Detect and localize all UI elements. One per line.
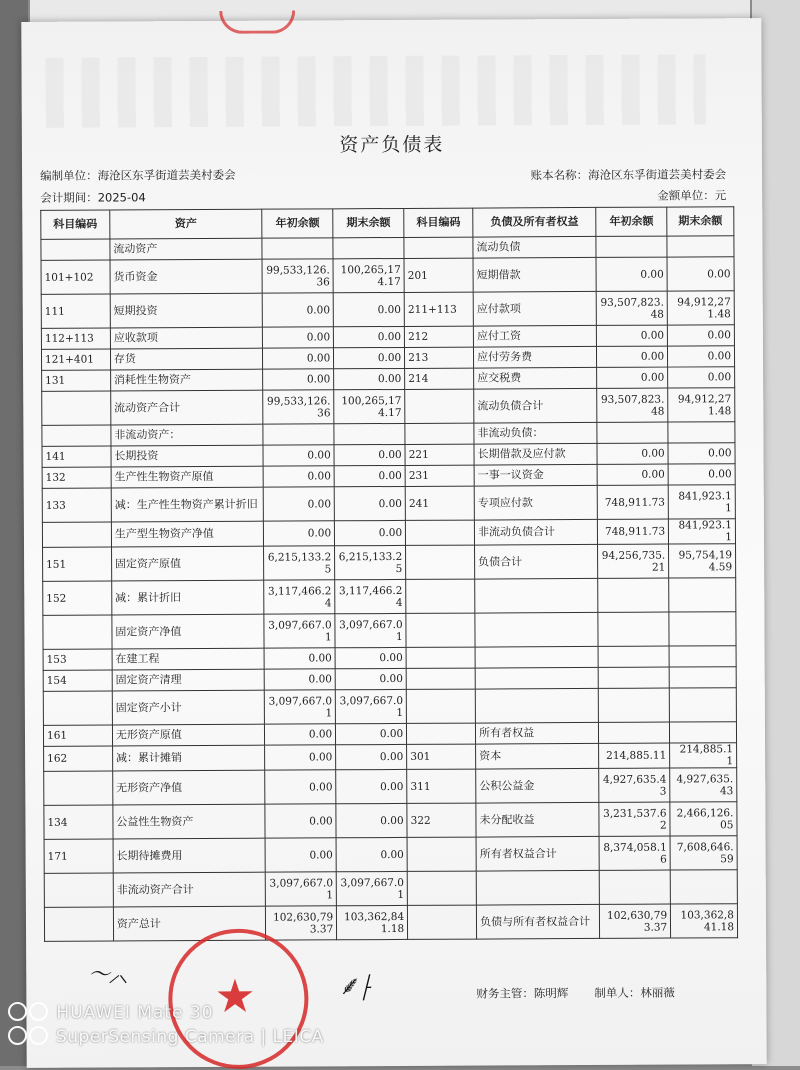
table-cell: 100,265,174.17 bbox=[334, 389, 405, 423]
table-row bbox=[44, 768, 737, 806]
table-cell: 0.00 bbox=[335, 647, 406, 668]
table-cell: 生产型生物资产净值 bbox=[111, 521, 264, 547]
table-cell: 0.00 bbox=[264, 669, 335, 690]
table-cell: 0.00 bbox=[336, 744, 407, 769]
table-cell: 231 bbox=[405, 465, 474, 486]
table-cell: 134 bbox=[44, 805, 113, 839]
table-cell: 0.00 bbox=[263, 369, 334, 390]
table-cell: 资产总计 bbox=[113, 906, 266, 941]
table-cell: 94,256,735.21 bbox=[598, 544, 669, 578]
table-cell: 99,533,126.36 bbox=[263, 390, 334, 424]
table-cell bbox=[406, 613, 475, 647]
paper-crease bbox=[45, 54, 705, 127]
column-header: 资产 bbox=[110, 209, 263, 239]
column-header: 年初余额 bbox=[596, 207, 667, 236]
table-cell: 非流动资产： bbox=[111, 424, 263, 446]
table-cell: 0.00 bbox=[264, 648, 335, 669]
table-cell: 0.00 bbox=[336, 837, 407, 871]
table-cell: 6,215,133.25 bbox=[335, 545, 406, 579]
table-cell bbox=[599, 722, 670, 743]
table-row bbox=[42, 519, 735, 548]
table-cell bbox=[475, 667, 598, 689]
account-book-name: 账本名称：海沧区东孚街道芸美村委会 bbox=[530, 167, 727, 183]
table-cell: 固定资产原值 bbox=[111, 546, 264, 581]
table-cell: 0.00 bbox=[334, 368, 405, 389]
table-cell bbox=[598, 612, 669, 646]
table-cell: 3,097,667.01 bbox=[336, 871, 407, 905]
table-cell: 4,927,635.43 bbox=[599, 768, 670, 802]
table-cell: 101+102 bbox=[41, 260, 110, 294]
table-cell bbox=[404, 237, 473, 258]
table-cell: 0.00 bbox=[596, 257, 667, 291]
column-header: 年初余额 bbox=[262, 209, 333, 238]
table-cell: 0.00 bbox=[667, 257, 734, 291]
table-cell: 103,362,841.18 bbox=[337, 905, 408, 939]
camera-watermark-brand bbox=[8, 1026, 324, 1047]
table-row bbox=[43, 544, 736, 582]
table-cell bbox=[667, 236, 734, 257]
table-cell: 流动负债 bbox=[473, 236, 596, 258]
finance-supervisor: 财务主管：陈明辉 bbox=[476, 986, 569, 1001]
table-cell bbox=[475, 612, 598, 647]
table-cell: 102,630,793.37 bbox=[600, 904, 671, 938]
table-cell: 非流动负债合计 bbox=[474, 519, 597, 545]
table-cell: 121+401 bbox=[41, 349, 110, 370]
table-cell bbox=[597, 422, 668, 443]
table-cell bbox=[406, 545, 475, 579]
table-cell: 93,507,823.48 bbox=[596, 291, 667, 325]
table-cell: 0.00 bbox=[265, 804, 336, 838]
table-row bbox=[44, 802, 737, 840]
table-cell: 固定资产清理 bbox=[112, 669, 264, 691]
table-cell: 非流动负债： bbox=[474, 422, 597, 444]
camera-lens-icon bbox=[8, 1026, 27, 1045]
table-cell: 资本 bbox=[476, 743, 599, 769]
table-cell: 3,117,466.24 bbox=[264, 580, 335, 614]
table-cell bbox=[407, 723, 476, 744]
table-cell bbox=[43, 691, 112, 725]
table-cell: 0.00 bbox=[668, 443, 735, 464]
table-cell bbox=[407, 871, 476, 905]
table-cell bbox=[262, 238, 333, 259]
table-cell: 0.00 bbox=[263, 327, 334, 348]
table-header-row bbox=[41, 207, 734, 240]
table-cell bbox=[406, 668, 475, 689]
table-cell: 7,608,646.59 bbox=[670, 836, 737, 870]
table-cell: 0.00 bbox=[265, 745, 336, 770]
table-cell: 0.00 bbox=[668, 464, 735, 485]
balance-sheet-paper bbox=[21, 18, 766, 1068]
table-cell: 0.00 bbox=[336, 803, 407, 837]
table-cell: 短期投资 bbox=[110, 293, 263, 328]
table-cell: 99,533,126.36 bbox=[262, 259, 333, 293]
table-cell: 无形资产净值 bbox=[113, 770, 266, 805]
table-cell: 3,097,667.01 bbox=[335, 613, 406, 647]
table-cell: 公积公益金 bbox=[476, 768, 599, 803]
table-cell: 3,097,667.01 bbox=[265, 690, 336, 724]
table-row bbox=[43, 688, 736, 726]
table-cell bbox=[44, 873, 113, 907]
table-cell: 141 bbox=[42, 446, 111, 467]
compiling-unit: 编制单位：海沧区东孚街道芸美村委会 bbox=[40, 167, 236, 183]
table-cell: 长期借款及应付款 bbox=[474, 443, 597, 465]
table-cell bbox=[406, 689, 475, 723]
table-cell bbox=[598, 646, 669, 667]
table-cell bbox=[405, 423, 474, 444]
table-cell: 短期借款 bbox=[473, 257, 596, 292]
table-cell: 161 bbox=[43, 725, 112, 746]
table-cell bbox=[475, 688, 598, 723]
table-cell: 所有者权益合计 bbox=[476, 836, 599, 871]
table-row bbox=[42, 388, 735, 426]
table-cell: 151 bbox=[43, 547, 112, 581]
table-cell bbox=[334, 423, 405, 444]
table-cell: 211+113 bbox=[404, 292, 473, 326]
table-cell: 减：累计折旧 bbox=[112, 580, 265, 615]
table-cell: 171 bbox=[44, 839, 113, 873]
signature-right: ⸙⸠ bbox=[338, 971, 377, 1002]
table-cell: 112+113 bbox=[41, 328, 110, 349]
table-cell: 3,097,667.01 bbox=[335, 689, 406, 723]
table-cell: 102,630,793.37 bbox=[266, 906, 337, 940]
table-cell: 8,374,058.16 bbox=[599, 836, 670, 870]
table-row bbox=[41, 291, 734, 329]
table-cell: 应收款项 bbox=[110, 327, 262, 349]
column-header: 科目编码 bbox=[41, 210, 110, 239]
table-cell: 一事一议资金 bbox=[474, 464, 597, 486]
table-cell: 减：生产性生物资产累计折旧 bbox=[111, 487, 264, 522]
table-cell: 162 bbox=[44, 746, 113, 771]
table-cell: 应交税费 bbox=[474, 367, 597, 389]
table-cell bbox=[475, 578, 598, 613]
table-cell: 2,466,126.05 bbox=[670, 802, 737, 836]
table-cell bbox=[670, 722, 737, 743]
table-row bbox=[41, 257, 734, 295]
seal-star-icon: ★ bbox=[214, 968, 256, 1023]
table-cell: 0.00 bbox=[336, 723, 407, 744]
table-cell bbox=[668, 422, 735, 443]
table-cell bbox=[44, 771, 113, 805]
table-cell bbox=[475, 646, 598, 668]
table-cell: 3,097,667.01 bbox=[264, 614, 335, 648]
table-cell: 0.00 bbox=[263, 487, 334, 521]
table-cell: 0.00 bbox=[668, 325, 735, 346]
table-cell bbox=[669, 688, 736, 722]
table-cell: 0.00 bbox=[265, 838, 336, 872]
table-cell: 6,215,133.25 bbox=[264, 546, 335, 580]
accounting-period: 会计期间：2025-04 bbox=[40, 190, 146, 205]
table-cell: 负债合计 bbox=[475, 544, 598, 579]
table-cell: 0.00 bbox=[264, 521, 335, 546]
table-cell: 流动资产合计 bbox=[111, 390, 264, 425]
table-cell: 0.00 bbox=[334, 326, 405, 347]
camera-watermark-model bbox=[8, 1002, 214, 1023]
table-cell: 221 bbox=[405, 444, 474, 465]
camera-model-text: HUAWEI Mate 30 bbox=[56, 1003, 214, 1023]
table-cell: 所有者权益 bbox=[476, 722, 599, 744]
table-cell: 消耗性生物资产 bbox=[110, 369, 262, 391]
official-seal bbox=[168, 928, 309, 1069]
camera-lens-icon bbox=[8, 1002, 27, 1021]
table-cell: 专项应付款 bbox=[474, 485, 597, 520]
table-cell: 未分配收益 bbox=[476, 802, 599, 837]
table-cell bbox=[42, 522, 111, 547]
top-seal-fragment bbox=[219, 11, 295, 34]
table-cell: 748,911.73 bbox=[598, 519, 669, 544]
table-cell bbox=[598, 578, 669, 612]
table-row bbox=[44, 743, 737, 772]
table-cell: 无形资产原值 bbox=[112, 724, 264, 746]
table-cell bbox=[669, 646, 736, 667]
table-cell: 3,231,537.62 bbox=[599, 802, 670, 836]
table-cell: 100,265,174.17 bbox=[333, 258, 404, 292]
table-cell: 201 bbox=[404, 258, 473, 292]
table-cell: 301 bbox=[407, 744, 476, 769]
table-cell bbox=[42, 391, 111, 425]
table-cell: 流动资产 bbox=[110, 238, 262, 260]
table-cell bbox=[407, 837, 476, 871]
table-cell: 841,923.11 bbox=[668, 485, 735, 519]
table-cell: 应付工资 bbox=[473, 325, 596, 347]
table-cell: 公益性生物资产 bbox=[113, 804, 266, 839]
table-cell bbox=[598, 667, 669, 688]
table-cell: 非流动资产合计 bbox=[113, 872, 266, 907]
table-cell bbox=[406, 579, 475, 613]
table-cell bbox=[406, 647, 475, 668]
table-cell: 减：累计摊销 bbox=[112, 745, 265, 771]
table-cell: 0.00 bbox=[335, 520, 406, 545]
table-cell bbox=[669, 578, 736, 612]
table-cell bbox=[405, 389, 474, 423]
table-cell bbox=[670, 870, 737, 904]
table-cell: 0.00 bbox=[334, 465, 405, 486]
table-cell: 131 bbox=[42, 370, 111, 391]
table-cell: 0.00 bbox=[262, 293, 333, 327]
table-cell: 214,885.11 bbox=[599, 743, 670, 768]
report-title: 资产负债表 bbox=[339, 133, 445, 157]
table-cell: 322 bbox=[407, 803, 476, 837]
table-cell: 0.00 bbox=[668, 346, 735, 367]
table-cell: 241 bbox=[405, 486, 474, 520]
table-cell: 负债与所有者权益合计 bbox=[476, 904, 599, 939]
table-cell: 0.00 bbox=[263, 348, 334, 369]
table-row bbox=[43, 578, 736, 616]
table-cell: 0.00 bbox=[333, 292, 404, 326]
table-cell bbox=[599, 870, 670, 904]
table-cell bbox=[263, 424, 334, 445]
table-cell: 111 bbox=[41, 294, 110, 328]
table-cell: 212 bbox=[405, 326, 474, 347]
table-cell: 153 bbox=[43, 649, 112, 670]
table-cell: 93,507,823.48 bbox=[597, 388, 668, 422]
table-cell bbox=[43, 615, 112, 649]
column-header: 期末余额 bbox=[667, 207, 734, 236]
table-cell bbox=[42, 425, 111, 446]
table-cell: 133 bbox=[42, 488, 111, 522]
table-row bbox=[44, 904, 737, 942]
table-cell: 0.00 bbox=[334, 347, 405, 368]
currency-unit: 金额单位：元 bbox=[657, 188, 727, 203]
table-cell: 0.00 bbox=[336, 769, 407, 803]
table-cell: 0.00 bbox=[265, 770, 336, 804]
table-row bbox=[44, 836, 737, 874]
table-cell: 0.00 bbox=[334, 444, 405, 465]
table-cell: 存货 bbox=[110, 348, 262, 370]
table-row bbox=[44, 870, 737, 908]
table-cell: 103,362,841.18 bbox=[671, 904, 738, 938]
table-cell: 0.00 bbox=[597, 464, 668, 485]
table-cell: 214,885.11 bbox=[670, 743, 737, 768]
table-cell: 固定资产净值 bbox=[112, 614, 265, 649]
table-cell: 213 bbox=[405, 347, 474, 368]
table-cell bbox=[333, 237, 404, 258]
table-cell: 固定资产小计 bbox=[112, 690, 265, 725]
table-cell: 0.00 bbox=[668, 367, 735, 388]
table-row bbox=[43, 612, 736, 650]
prepared-by: 制单人：林丽薇 bbox=[594, 985, 675, 1000]
camera-lens-icon bbox=[29, 1002, 48, 1021]
table-cell: 311 bbox=[407, 769, 476, 803]
table-cell: 4,927,635.43 bbox=[670, 768, 737, 802]
table-cell: 货币资金 bbox=[110, 259, 263, 294]
table-cell: 0.00 bbox=[335, 668, 406, 689]
table-cell: 154 bbox=[43, 670, 112, 691]
table-cell: 0.00 bbox=[597, 443, 668, 464]
table-row bbox=[42, 485, 735, 523]
table-cell bbox=[408, 905, 477, 939]
column-header: 科目编码 bbox=[404, 208, 473, 237]
table-cell bbox=[596, 236, 667, 257]
column-header: 负债及所有者权益 bbox=[473, 207, 596, 237]
table-cell: 94,912,271.48 bbox=[667, 291, 734, 325]
table-cell: 长期待摊费用 bbox=[113, 838, 266, 873]
table-cell: 应付款项 bbox=[473, 291, 596, 326]
table-cell: 3,117,466.24 bbox=[335, 579, 406, 613]
table-cell: 0.00 bbox=[265, 724, 336, 745]
table-cell: 132 bbox=[42, 467, 111, 488]
table-cell: 0.00 bbox=[334, 486, 405, 520]
table-cell: 841,923.11 bbox=[669, 519, 736, 544]
table-cell: 长期投资 bbox=[111, 445, 263, 467]
camera-brand-text: SuperSensing Camera | LEICA bbox=[55, 1027, 324, 1047]
table-cell: 在建工程 bbox=[112, 648, 264, 670]
table-cell bbox=[476, 870, 599, 905]
table-cell bbox=[44, 907, 113, 941]
table-cell: 应付劳务费 bbox=[474, 346, 597, 368]
table-cell: 0.00 bbox=[597, 367, 668, 388]
table-cell bbox=[41, 239, 110, 260]
table-cell: 214 bbox=[405, 368, 474, 389]
table-cell: 生产性生物资产原值 bbox=[111, 466, 263, 488]
table-cell: 152 bbox=[43, 581, 112, 615]
table-cell bbox=[406, 520, 475, 545]
table-cell: 流动负债合计 bbox=[474, 388, 597, 423]
signature-left: 〜⸝⸜ bbox=[88, 962, 127, 988]
table-cell: 0.00 bbox=[597, 325, 668, 346]
table-cell: 748,911.73 bbox=[597, 485, 668, 519]
camera-lens-icon bbox=[29, 1026, 48, 1045]
table-cell: 0.00 bbox=[597, 346, 668, 367]
table-cell: 94,912,271.48 bbox=[668, 388, 735, 422]
column-header: 期末余额 bbox=[333, 208, 404, 237]
table-cell bbox=[669, 612, 736, 646]
table-cell: 95,754,194.59 bbox=[669, 544, 736, 578]
table-cell bbox=[669, 667, 736, 688]
table-cell: 3,097,667.01 bbox=[265, 872, 336, 906]
table-cell bbox=[598, 688, 669, 722]
table-cell: 0.00 bbox=[263, 466, 334, 487]
table-cell: 0.00 bbox=[263, 445, 334, 466]
balance-sheet-table bbox=[40, 206, 738, 942]
